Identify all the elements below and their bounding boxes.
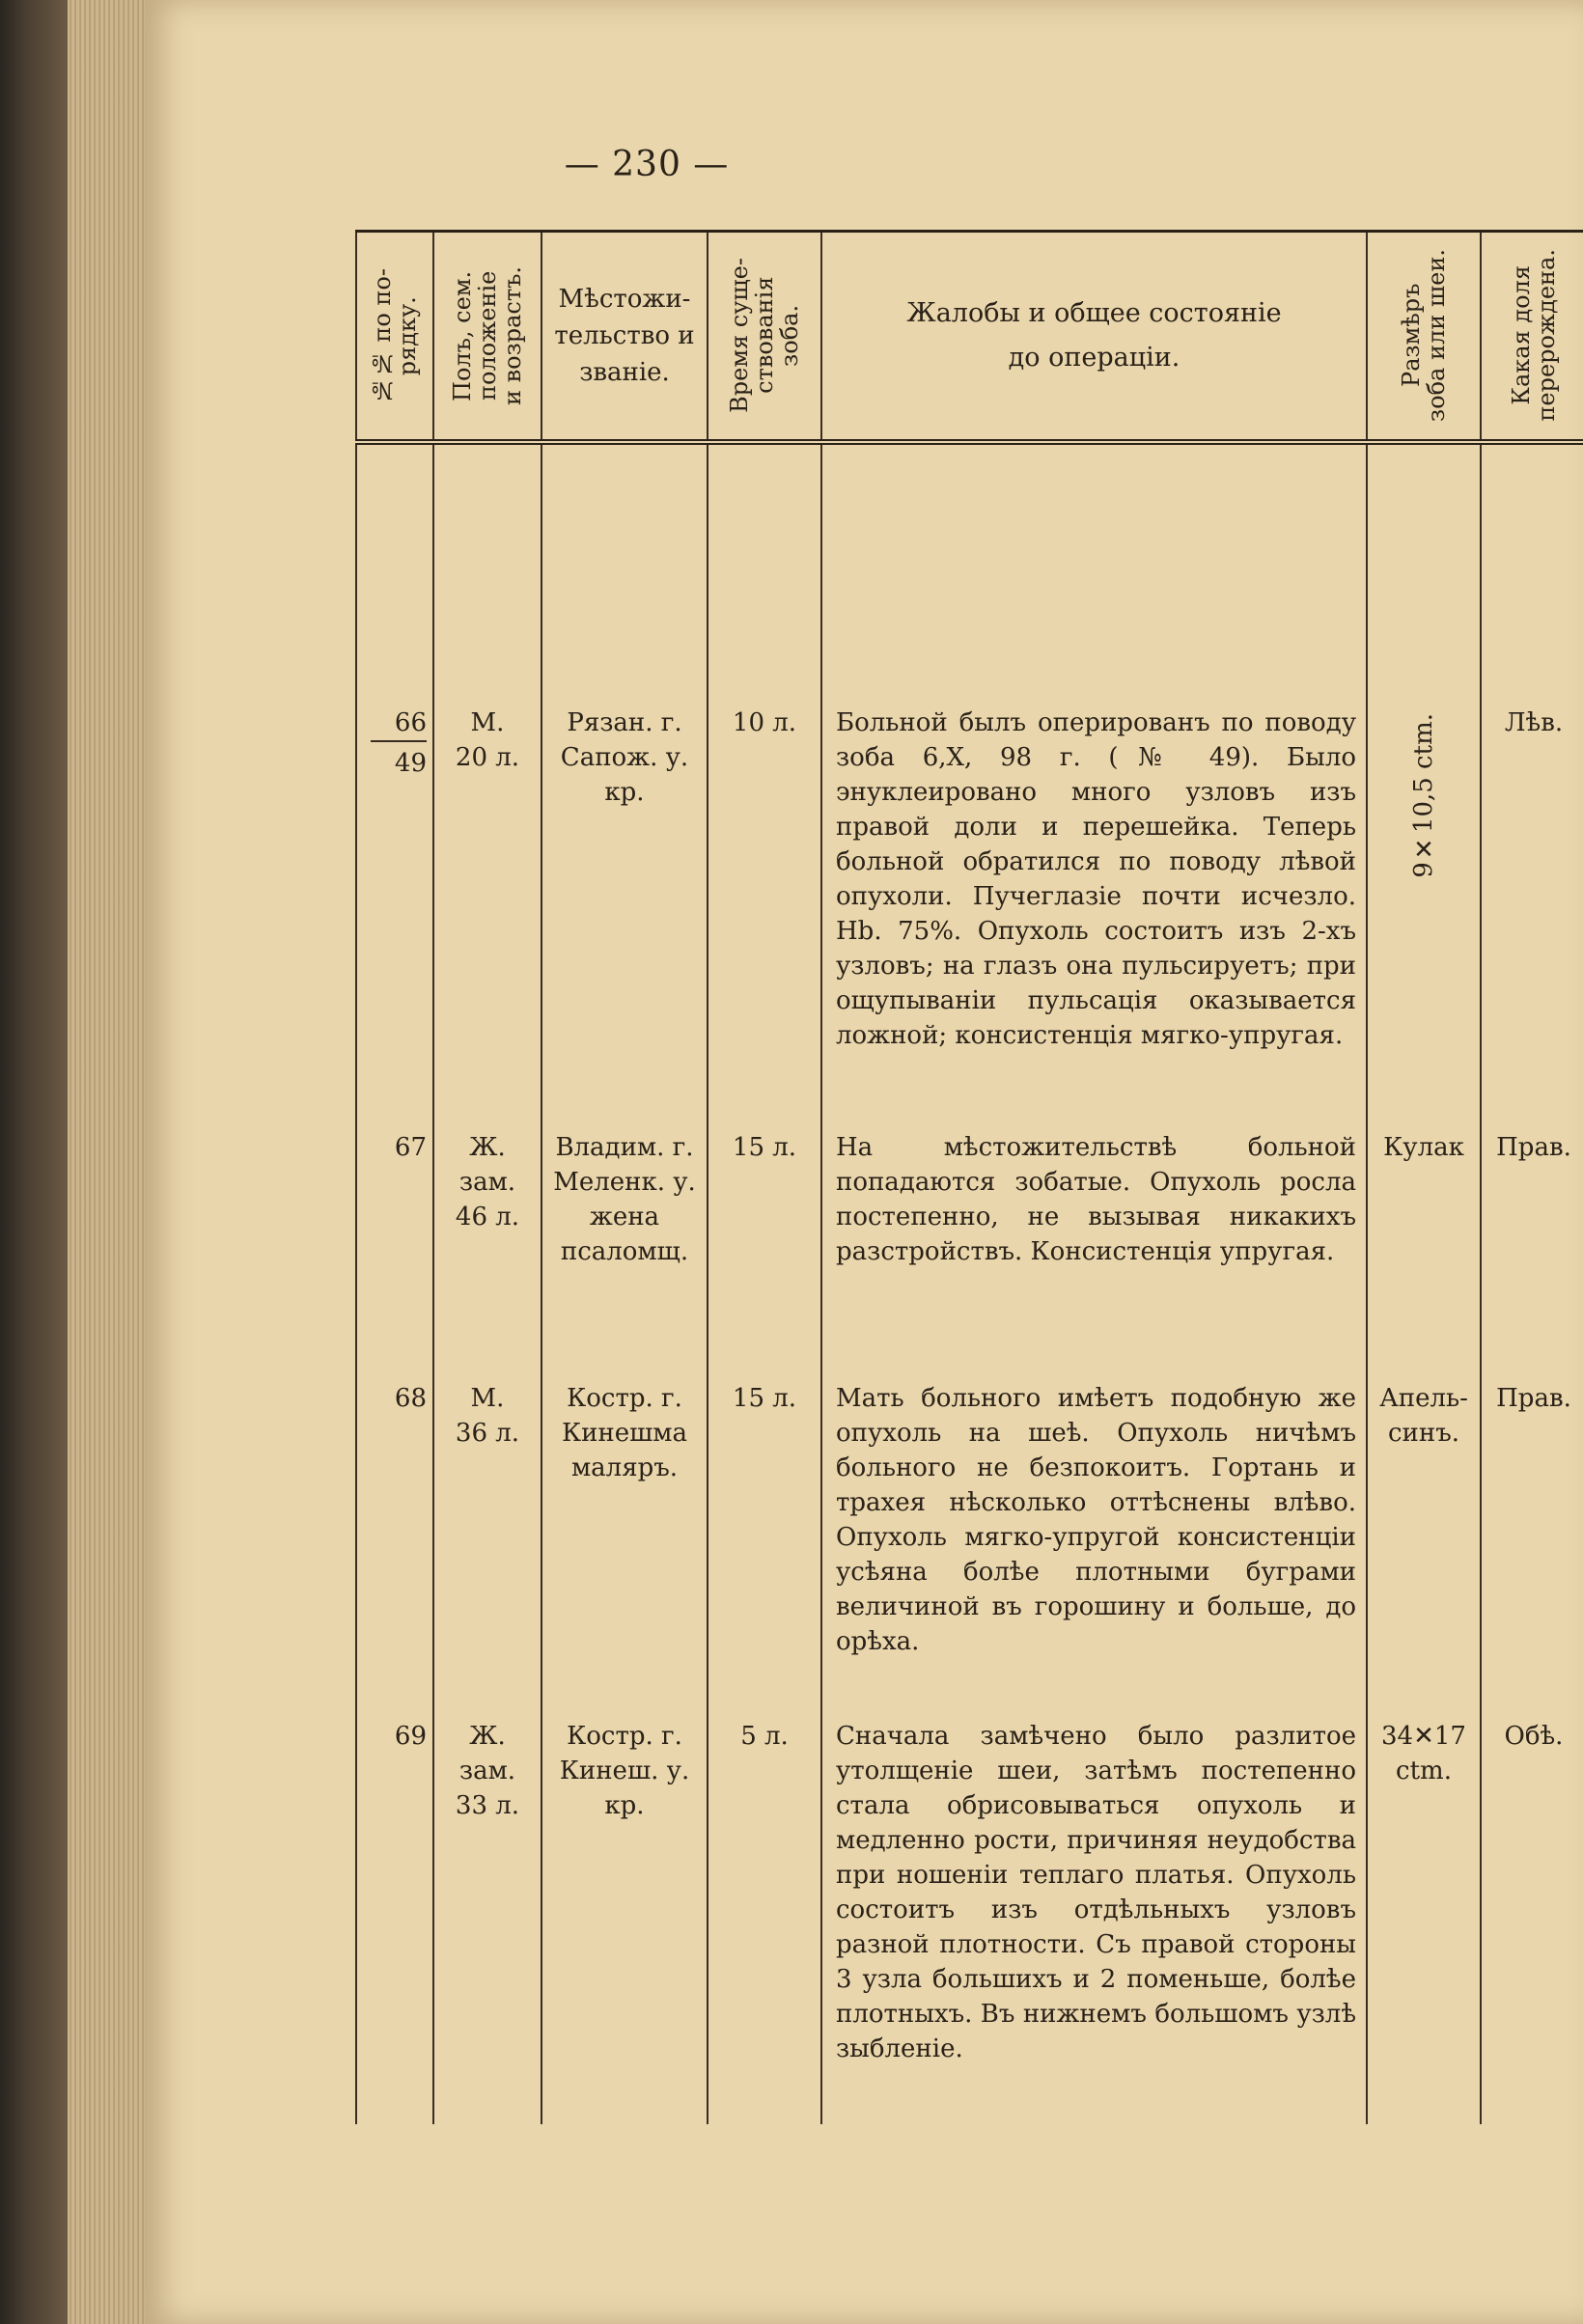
table-row bbox=[356, 1719, 1583, 2124]
row-residence: Костр. г. Кинеш. у. кр. bbox=[542, 1719, 708, 2124]
row-lobe: Лѣв. bbox=[1481, 706, 1583, 1130]
row-duration: 10 л. bbox=[708, 706, 821, 1130]
header-sex-age: Полъ, сем. положеніе и возрастъ. bbox=[433, 232, 542, 442]
row-lobe: Прав. bbox=[1481, 1381, 1583, 1719]
header-duration: Время суще- ствованія зоба. bbox=[708, 232, 821, 442]
row-size: 34✕17 ctm. bbox=[1367, 1719, 1481, 2124]
row-complaints: На мѣстожительствѣ больной попадаются зобатые. Опухоль росла постепенно, не вызывая никакихъ разстройствъ. Консистенція упругая. bbox=[821, 1130, 1367, 1381]
page-number: — 230 — bbox=[564, 145, 730, 184]
table-spacer-row bbox=[356, 442, 1583, 706]
table-row bbox=[356, 1130, 1583, 1381]
row-sex-age: М. 36 л. bbox=[433, 1381, 542, 1719]
header-size: Размѣръ зоба или шеи. bbox=[1367, 232, 1481, 442]
table-row bbox=[356, 1381, 1583, 1719]
row-lobe: Обѣ. bbox=[1481, 1719, 1583, 2124]
row-number-cell: 66 49 bbox=[356, 706, 433, 1130]
book-spine bbox=[0, 0, 68, 2324]
row-duration: 15 л. bbox=[708, 1130, 821, 1381]
header-complaints bbox=[821, 232, 1367, 442]
row-residence: Костр. г. Кинешма маляръ. bbox=[542, 1381, 708, 1719]
row-sex-age: М. 20 л. bbox=[433, 706, 542, 1130]
row-sex-age: Ж. зам. 33 л. bbox=[433, 1719, 542, 2124]
row-residence: Владим. г. Меленк. у. жена псаломщ. bbox=[542, 1130, 708, 1381]
row-sex-age: Ж. зам. 46 л. bbox=[433, 1130, 542, 1381]
patient-table bbox=[355, 230, 1583, 2124]
header-complaints-line2: до операціи. bbox=[1008, 342, 1180, 373]
row-complaints: Мать больного имѣетъ подобную же опухоль на шеѣ. Опухоль ничѣмъ больного не безпокоитъ. Гортань и трахея нѣсколько оттѣснены влѣво. Опухоль мягко-упругой консистенціи усѣяна болѣе плотными буграми величиной въ горошину и больше, до орѣха. bbox=[821, 1381, 1367, 1719]
table-row bbox=[356, 706, 1583, 1130]
row-duration: 15 л. bbox=[708, 1381, 821, 1719]
table-header-row bbox=[356, 232, 1583, 442]
row-complaints: Сначала замѣчено было разлитое утолщеніе шеи, затѣмъ постепенно стала обрисовываться опухоль и медленно рости, причиняя неудобства при ношеніи теплаго платья. Опухоль состоитъ изъ отдѣльныхъ узловъ разной плотности. Съ правой стороны 3 узла большихъ и 2 поменьше, болѣе плотныхъ. Въ нижнемъ большомъ узлѣ зыбленіе. bbox=[821, 1719, 1367, 2124]
header-number: №№ по по- рядку. bbox=[356, 232, 433, 442]
book-page bbox=[145, 0, 1583, 2324]
row-number-cell: 68 bbox=[356, 1381, 433, 1719]
row-lobe: Прав. bbox=[1481, 1130, 1583, 1381]
row-complaints: Больной былъ оперированъ по поводу зоба 6,X, 98 г. (№ 49). Было энуклеировано много узловъ изъ правой доли и перешейка. Теперь больной обратился по поводу лѣвой опухоли. Пучеглазіе почти исчезло. Hb. 75%. Опухоль состоитъ изъ 2-хъ узловъ; на глазъ она пульсируетъ; при ощупываніи пульсація оказывается ложной; консистенція мягко-упругая. bbox=[821, 706, 1367, 1130]
header-lobe: Какая доля перерождена. bbox=[1481, 232, 1583, 442]
header-complaints-line1: Жалобы и общее состояніе bbox=[906, 297, 1282, 328]
row-number-cell: 67 bbox=[356, 1130, 433, 1381]
row-duration: 5 л. bbox=[708, 1719, 821, 2124]
row-residence: Рязан. г. Сапож. у. кр. bbox=[542, 706, 708, 1130]
row-size: Апель- синъ. bbox=[1367, 1381, 1481, 1719]
row-size: 9✕10,5 ctm. bbox=[1367, 706, 1481, 1130]
row-number-cell: 69 bbox=[356, 1719, 433, 2124]
row-size: Кулак bbox=[1367, 1130, 1481, 1381]
header-residence: Мѣстожи- тельство и званіе. bbox=[542, 232, 708, 442]
